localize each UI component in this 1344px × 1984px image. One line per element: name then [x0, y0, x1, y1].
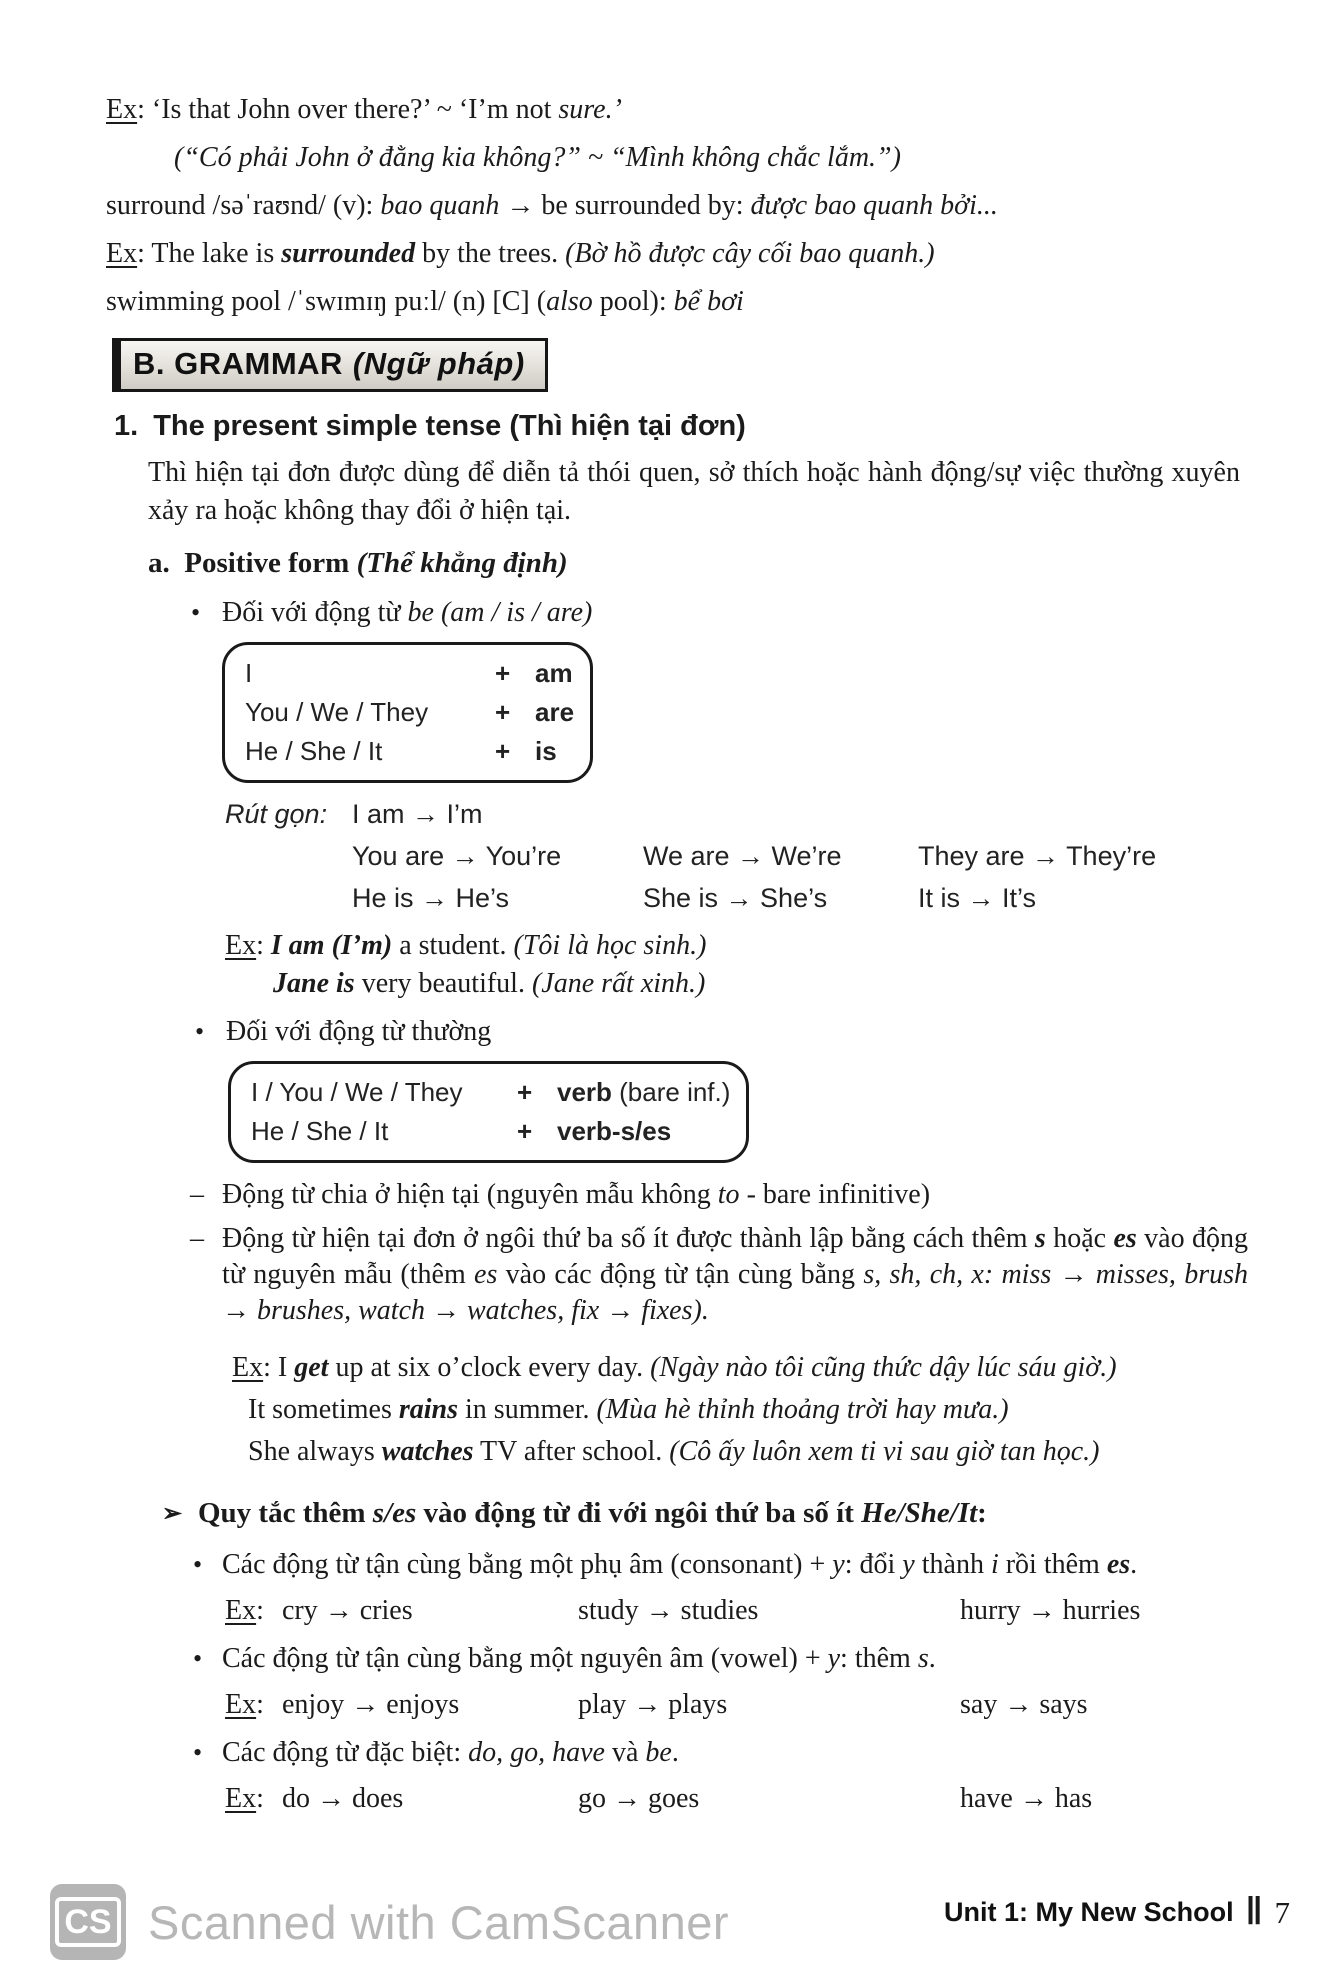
s-term: s — [1034, 1223, 1046, 1254]
text-segment: thành — [914, 1549, 991, 1580]
verb-keyword: verb-s/es — [557, 1116, 672, 1146]
text-segment: It sometimes — [248, 1394, 399, 1425]
grammar-section-header — [112, 338, 548, 392]
example-i-am — [225, 927, 1344, 965]
s-term: s — [917, 1643, 929, 1674]
plus-sign: + — [495, 736, 511, 766]
bullet-icon: • — [193, 1738, 203, 1767]
y-term: y — [827, 1643, 841, 1674]
ex-label: Ex — [225, 1595, 257, 1626]
text-segment: very beautiful. — [354, 968, 532, 999]
bullet-icon: • — [191, 598, 201, 627]
ex-label-cell — [225, 1593, 282, 1629]
subject: He / She / It — [251, 1116, 389, 1146]
rule-consonant-y — [193, 1547, 1248, 1583]
vocabulary-section — [0, 0, 1344, 326]
plus-sign: + — [495, 658, 511, 688]
text-segment: : The lake is — [137, 238, 282, 269]
contractions-block — [225, 793, 1344, 919]
subject: I / You / We / They — [251, 1077, 463, 1107]
camscanner-watermark — [50, 1884, 729, 1960]
he-she-it-term: He/She/It — [861, 1497, 978, 1529]
ex-label: Ex — [106, 94, 138, 125]
plus-sign: + — [495, 697, 511, 727]
text-segment: . — [1130, 1549, 1138, 1580]
bullet-text — [222, 594, 592, 632]
contractions-row — [352, 877, 1344, 919]
colon: : — [256, 1783, 264, 1814]
to-term: to — [717, 1179, 740, 1210]
subject: You / We / They — [245, 697, 429, 727]
translation-vi: (Jane rất xinh.) — [531, 968, 706, 999]
text-segment: a student. — [392, 930, 514, 961]
be-formula-box — [222, 642, 593, 783]
keyword: Jane is — [273, 968, 355, 999]
contraction-item: We are → We’re — [643, 841, 842, 871]
bullet-icon: • — [193, 1644, 203, 1673]
subject: He / She / It — [245, 736, 383, 766]
section-1-intro: Thì hiện tại đơn được dùng để diễn tả thói quen, sở thích hoặc hành động/sự việc thường xuyên xảy ra hoặc không thay đổi ở hiện tại. — [148, 457, 1240, 526]
text-segment: by the trees. — [415, 238, 566, 269]
text-segment: Động từ chia ở hiện tại (nguyên mẫu không — [222, 1179, 718, 1210]
keyword-surrounded: surrounded — [281, 238, 416, 269]
formula-row — [251, 1112, 730, 1151]
keyword-sure: sure.’ — [558, 94, 622, 125]
rules-heading-text — [198, 1493, 987, 1535]
verb-form-cell — [557, 1073, 730, 1112]
vocab-line-swimming-pool — [106, 278, 1248, 326]
vocab-line-surround-example — [106, 230, 1248, 278]
bullet-icon: • — [195, 1017, 205, 1046]
formula-row — [245, 732, 574, 771]
translation-vi: (Tôi là học sinh.) — [513, 930, 707, 961]
text-segment: vào các động từ tận cùng bằng — [497, 1259, 864, 1290]
text-segment: surround /səˈraʊnd/ (v): — [106, 190, 381, 221]
be-term: be — [645, 1737, 672, 1768]
unit-title: Unit 1: My New School — [944, 1897, 1234, 1927]
es-term: es — [1113, 1223, 1137, 1254]
plus-sign: + — [517, 1077, 533, 1107]
colon: : — [256, 1689, 264, 1720]
translation-vi: (Mùa hè thỉnh thoảng trời hay mưa.) — [596, 1394, 1009, 1425]
rule-consonant-y-examples — [225, 1593, 1344, 1629]
subsection-title: Positive form — [184, 547, 357, 579]
ex-label: Ex — [225, 930, 257, 961]
grammar-header-title: B. GRAMMAR — [133, 346, 343, 381]
verb-formula-box — [228, 1061, 749, 1163]
arrowhead-icon: ➢ — [162, 1501, 183, 1527]
text-segment: up at six o’clock every day. — [328, 1352, 651, 1383]
ex-label-cell — [225, 1781, 282, 1817]
page-footer — [944, 1890, 1290, 1934]
rule-text — [222, 1641, 936, 1677]
contractions-row — [352, 835, 1344, 877]
meaning-vi: bao quanh — [380, 190, 500, 221]
text-segment: Quy tắc thêm — [198, 1497, 373, 1529]
ex-label: Ex — [232, 1352, 264, 1383]
subsection-title-vi: (Thể khẳng định) — [356, 547, 568, 579]
page-number: 7 — [1274, 1894, 1290, 1930]
plus-sign: + — [517, 1116, 533, 1146]
note-third-person — [190, 1221, 1248, 1329]
subsection-a-heading — [148, 544, 1344, 582]
example-pair: go → goes — [578, 1783, 700, 1814]
y-term: y — [902, 1549, 915, 1580]
example-pair: have → has — [960, 1783, 1093, 1814]
translation-vi: (Ngày nào tôi cũng thức dậy lúc sáu giờ.) — [650, 1352, 1117, 1383]
verb-note: (bare inf.) — [611, 1077, 731, 1107]
example-pair: enjoy → enjoys — [282, 1689, 460, 1720]
example-pair: study → studies — [578, 1595, 759, 1626]
formula-row — [245, 654, 574, 693]
formula-row — [251, 1073, 730, 1112]
contraction-item: They are → They’re — [918, 841, 1157, 871]
dash-icon: – — [190, 1179, 204, 1210]
vocab-line-sure-translation: (“Có phải John ở đằng kia không?” ~ “Mình không chắc lắm.”) — [174, 142, 901, 173]
example-pair: play → plays — [578, 1689, 728, 1720]
contraction-item: I am → I’m — [352, 799, 483, 829]
note-bare-infinitive — [190, 1177, 1248, 1213]
endings-list: s, sh, ch, x: — [863, 1259, 994, 1290]
page-separator-icon: ‖ — [1245, 1890, 1263, 1934]
es-term: es — [474, 1259, 498, 1290]
ex-label: Ex — [225, 1783, 257, 1814]
verb-form: is — [535, 736, 557, 766]
note-text — [222, 1177, 1248, 1213]
text-segment: và — [604, 1737, 646, 1768]
rule-special-verbs — [193, 1735, 1248, 1771]
example-pair: say → says — [960, 1689, 1088, 1720]
meaning-vi: được bao quanh bởi... — [750, 190, 998, 221]
contraction-item: You are → You’re — [352, 841, 562, 871]
text-segment: Các động từ tận cùng bằng một nguyên âm (vowel) + — [222, 1643, 828, 1674]
keyword: I am (I’m) — [270, 930, 393, 961]
text-segment: rồi thêm — [998, 1549, 1107, 1580]
keyword: rains — [398, 1394, 459, 1425]
text-segment: → be surrounded by: — [499, 190, 751, 221]
also-term: also — [546, 286, 593, 317]
translation-vi: (Bờ hồ được cây cối bao quanh.) — [565, 238, 935, 269]
grammar-section-header-wrap — [112, 338, 1344, 392]
section-1-heading — [114, 406, 1344, 446]
example-pair: do → does — [282, 1783, 404, 1814]
translation-vi: (Cô ấy luôn xem ti vi sau giờ tan học.) — [669, 1436, 1100, 1467]
meaning-vi: bể bơi — [673, 286, 744, 317]
text-segment: swimming pool /ˈswɪmɪŋ puːl/ (n) [C] ( — [106, 286, 547, 317]
example-rains — [248, 1389, 1344, 1431]
ex-label: Ex — [106, 238, 138, 269]
example-pair: cry → cries — [282, 1595, 413, 1626]
section-number: 1. — [114, 410, 139, 442]
example-get-up — [232, 1347, 1344, 1389]
rule-text — [222, 1735, 679, 1771]
text-segment: vào động từ nguyên mẫu (thêm — [222, 1223, 1249, 1290]
contractions-first-row — [225, 793, 1344, 835]
text-segment: : — [977, 1497, 987, 1529]
camscanner-logo-letters: CS — [55, 1897, 120, 1947]
formula-row — [245, 693, 574, 732]
i-term: i — [990, 1549, 999, 1580]
be-forms: be (am / is / are) — [407, 597, 593, 628]
colon: : — [256, 1595, 264, 1626]
bullet-ordinary-verbs — [195, 1013, 1344, 1051]
text-segment: hoặc — [1045, 1223, 1114, 1254]
example-watches — [248, 1431, 1344, 1473]
text-segment: in summer. — [458, 1394, 597, 1425]
s-es-rules-heading — [162, 1493, 1344, 1535]
es-term: es — [1106, 1549, 1131, 1580]
verb-examples: miss → misses, brush → brushes, watch → watches, fix → fixes). — [222, 1259, 1248, 1326]
ex-label: Ex — [225, 1689, 257, 1720]
verb-keyword: verb — [557, 1077, 612, 1107]
keyword: watches — [381, 1436, 474, 1467]
verb-form-cell — [557, 1112, 730, 1151]
text-segment: - bare infinitive) — [739, 1179, 931, 1210]
note-text — [222, 1221, 1248, 1329]
text-segment: . — [671, 1737, 679, 1768]
example-jane-is — [273, 965, 1344, 1003]
dash-icon: – — [190, 1223, 204, 1254]
camscanner-text: Scanned with CamScanner — [148, 1895, 730, 1949]
subject: I — [245, 658, 253, 688]
contraction-item: It is → It’s — [918, 883, 1037, 913]
rule-vowel-y-examples — [225, 1687, 1344, 1723]
text-segment: : I — [263, 1352, 295, 1383]
bullet-icon: • — [193, 1550, 203, 1579]
bullet-text: Đối với động từ thường — [226, 1016, 492, 1047]
text-segment: She always — [248, 1436, 382, 1467]
verb-form: am — [535, 658, 573, 688]
text-segment: Các động từ tận cùng bằng một phụ âm (consonant) + — [222, 1549, 833, 1580]
example-pair: hurry → hurries — [960, 1595, 1141, 1626]
rule-text — [222, 1547, 1137, 1583]
bullet-verb-be — [191, 594, 1344, 632]
text-segment: TV after school. — [473, 1436, 670, 1467]
grammar-header-subtitle: (Ngữ pháp) — [352, 346, 525, 381]
s-es-term: s/es — [372, 1497, 417, 1529]
vocab-line-sure — [106, 86, 1248, 134]
text-segment: Đối với động từ — [222, 597, 408, 628]
subsection-letter: a. — [148, 547, 170, 579]
vocab-line-surround — [106, 182, 1248, 230]
text-segment: : — [256, 930, 271, 961]
text-segment: : thêm — [840, 1643, 918, 1674]
contraction-item: He is → He’s — [352, 883, 510, 913]
verb-form: are — [535, 697, 575, 727]
rule-vowel-y — [193, 1641, 1248, 1677]
verb-examples-block — [232, 1347, 1344, 1473]
text-segment: : ‘Is that John over there?’ ~ ‘I’m not — [137, 94, 559, 125]
text-segment: : đổi — [844, 1549, 903, 1580]
text-segment: Động từ hiện tại đơn ở ngôi thứ ba số ít được thành lập bằng cách thêm — [222, 1223, 1035, 1254]
ex-label-cell — [225, 1687, 282, 1723]
text-segment: . — [928, 1643, 936, 1674]
keyword: get — [294, 1352, 329, 1383]
special-verbs: do, go, have — [468, 1737, 605, 1768]
text-segment: pool): — [592, 286, 674, 317]
contraction-item: She is → She’s — [643, 883, 828, 913]
section-title: The present simple tense (Thì hiện tại đơn) — [153, 410, 746, 442]
text-segment: Các động từ đặc biệt: — [222, 1737, 469, 1768]
y-term: y — [832, 1549, 845, 1580]
camscanner-logo-icon — [50, 1884, 126, 1960]
text-segment: vào động từ đi với ngôi thứ ba số ít — [416, 1497, 862, 1529]
contractions-label: Rút gọn: — [225, 799, 328, 829]
rule-special-verbs-examples — [225, 1781, 1344, 1817]
